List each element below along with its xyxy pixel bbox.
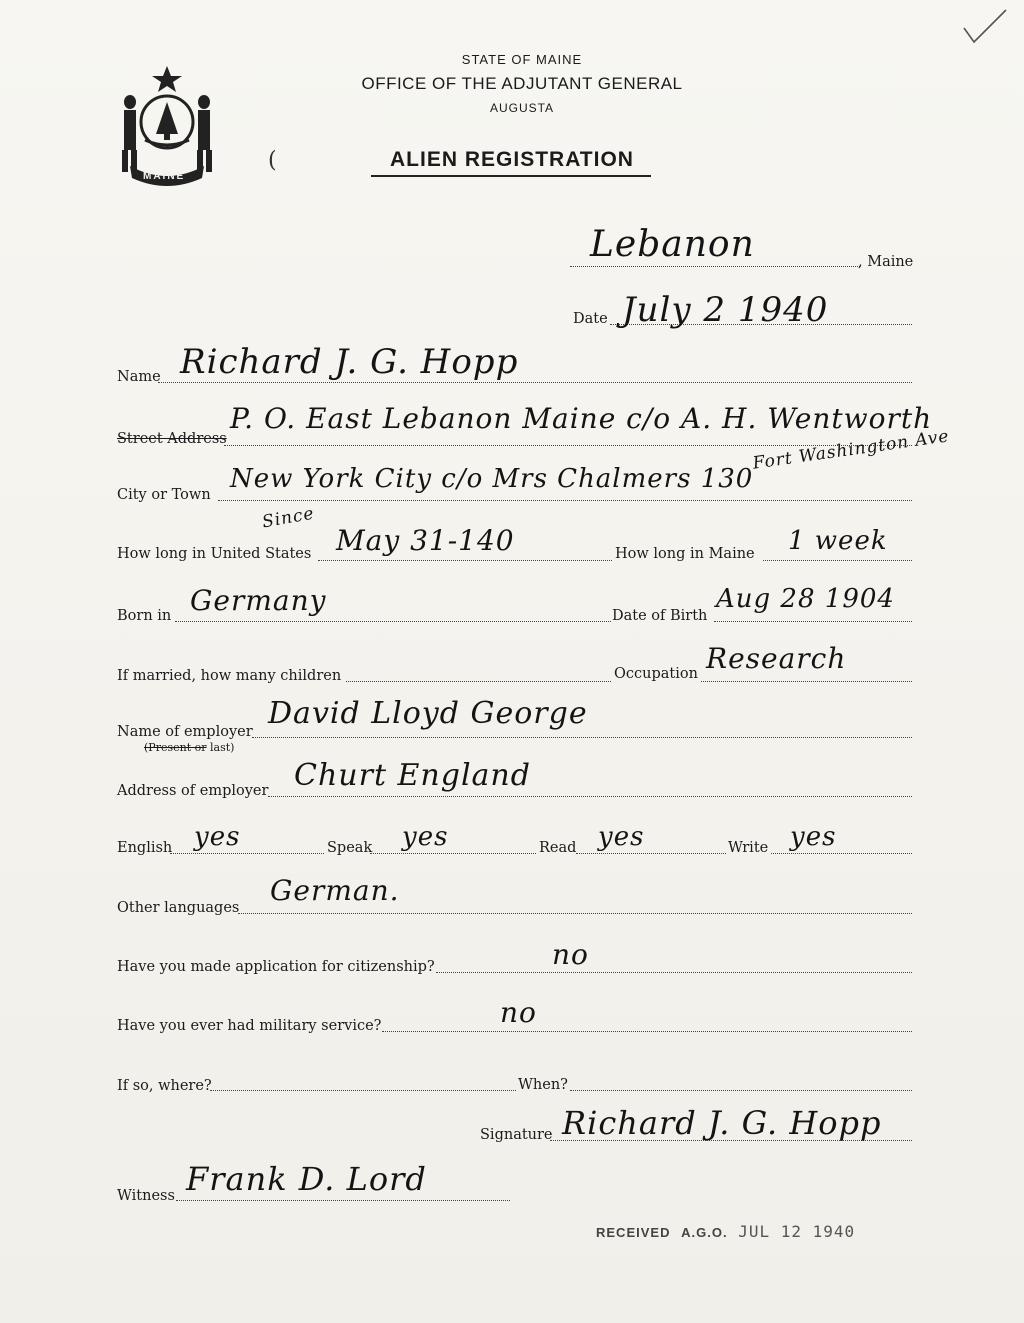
english-line — [170, 853, 324, 854]
born-in-value: Germany — [190, 584, 327, 617]
checkmark-icon — [960, 6, 1010, 46]
street-address-label: Street Address — [117, 431, 227, 447]
other-languages-label: Other languages — [117, 900, 240, 916]
read-value: yes — [598, 822, 645, 852]
born-in-line — [175, 621, 611, 622]
header-office: OFFICE OF THE ADJUTANT GENERAL — [361, 74, 683, 93]
english-label: English — [117, 840, 173, 856]
if-so-where-label: If so, where? — [117, 1078, 212, 1094]
since-value: Since — [260, 503, 316, 533]
signature-value: Richard J. G. Hopp — [562, 1104, 882, 1142]
employer-hint-struck: (Present or — [144, 741, 207, 754]
occupation-label: Occupation — [614, 666, 698, 682]
date-of-birth-label: Date of Birth — [612, 608, 708, 624]
form-title: ALIEN REGISTRATION — [390, 148, 634, 171]
citizenship-label: Have you made application for citizenship? — [117, 959, 435, 975]
read-label: Read — [539, 840, 577, 856]
name-line — [158, 382, 912, 383]
married-children-line — [346, 681, 611, 682]
stamp-received: RECEIVED — [596, 1225, 671, 1240]
employer-hint — [144, 741, 234, 754]
title-underline — [371, 175, 651, 177]
town-line — [570, 266, 860, 267]
other-languages-line — [238, 913, 912, 914]
city-value: New York City c/o Mrs Chalmers 130 — [230, 464, 754, 494]
born-in-label: Born in — [117, 608, 172, 624]
write-line — [771, 853, 912, 854]
name-label: Name — [117, 369, 161, 385]
maine-label: , Maine — [858, 254, 914, 270]
address-extra-value: Fort Washington Ave — [751, 426, 951, 474]
military-line — [382, 1031, 912, 1032]
stamp-office: A.G.O. — [681, 1225, 728, 1240]
read-line — [576, 853, 726, 854]
received-stamp — [596, 1222, 855, 1241]
english-value: yes — [194, 822, 241, 852]
stamp-date: JUL 12 1940 — [738, 1222, 856, 1241]
street-address-value: P. O. East Lebanon Maine c/o A. H. Wentworth — [230, 402, 933, 435]
date-label: Date — [573, 311, 608, 327]
how-long-us-label: How long in United States — [117, 546, 312, 562]
how-long-us-value: May 31-140 — [336, 524, 515, 557]
employer-name-value: David Lloyd George — [268, 696, 588, 731]
write-label: Write — [728, 840, 769, 856]
town-value: Lebanon — [590, 224, 755, 265]
when-label: When? — [518, 1077, 568, 1093]
date-value: July 2 1940 — [622, 290, 829, 330]
military-value: no — [500, 996, 537, 1029]
employer-address-line — [268, 796, 912, 797]
witness-label: Witness — [117, 1188, 175, 1204]
when-line — [570, 1090, 912, 1091]
date-of-birth-value: Aug 28 1904 — [716, 584, 895, 614]
employer-name-label: Name of employer — [117, 724, 253, 740]
how-long-maine-label: How long in Maine — [615, 546, 755, 562]
speak-line — [370, 853, 536, 854]
military-label: Have you ever had military service? — [117, 1018, 382, 1034]
how-long-us-line — [318, 560, 612, 561]
date-of-birth-line — [714, 621, 912, 622]
employer-name-line — [252, 737, 912, 738]
name-value: Richard J. G. Hopp — [180, 342, 519, 382]
if-so-where-line — [210, 1090, 516, 1091]
seal-banner-text: MAINE — [143, 171, 186, 182]
header-city: AUGUSTA — [489, 101, 555, 115]
how-long-maine-value: 1 week — [788, 526, 888, 556]
occupation-value: Research — [706, 642, 847, 675]
witness-value: Frank D. Lord — [186, 1160, 427, 1198]
pencil-mark-icon: ( — [268, 148, 277, 173]
signature-label: Signature — [480, 1127, 553, 1143]
write-value: yes — [790, 822, 837, 852]
witness-line — [176, 1200, 510, 1201]
employer-hint-rest: last) — [210, 741, 235, 754]
city-label: City or Town — [117, 487, 211, 503]
citizenship-line — [436, 972, 912, 973]
how-long-maine-line — [763, 560, 912, 561]
employer-address-value: Churt England — [294, 758, 531, 793]
speak-label: Speak — [327, 840, 373, 856]
citizenship-value: no — [552, 938, 589, 971]
employer-address-label: Address of employer — [117, 783, 269, 799]
header-state: STATE OF MAINE — [461, 52, 583, 67]
speak-value: yes — [402, 822, 449, 852]
occupation-line — [701, 681, 912, 682]
married-children-label: If married, how many children — [117, 668, 342, 684]
city-line — [218, 500, 912, 501]
other-languages-value: German. — [270, 874, 400, 907]
